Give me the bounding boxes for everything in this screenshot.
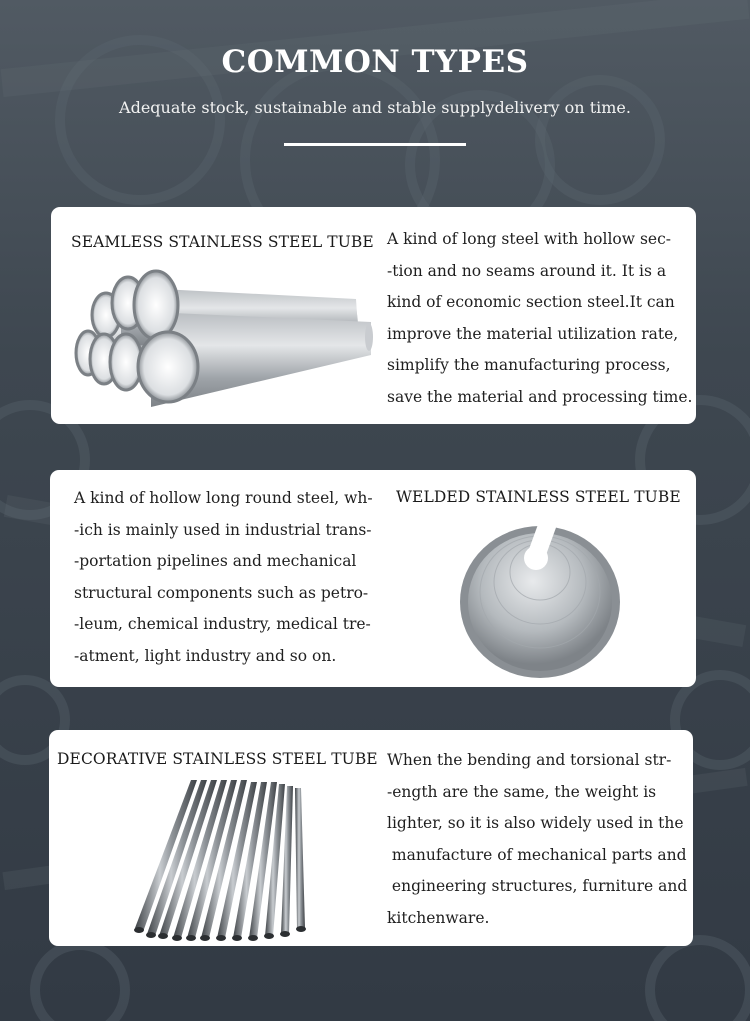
description-line: -portation pipelines and mechanical [74,552,357,571]
decorative-tube-card [49,730,693,946]
description-line: simplify the manufacturing process, [387,356,671,375]
description-line: kind of economic section steel.It can [387,293,675,312]
decorative-tubes-image [131,776,311,942]
welded-tube-card [50,470,696,687]
card-description [387,745,687,935]
card-title: DECORATIVE STAINLESS STEEL TUBE [57,750,378,768]
description-line: -ength are the same, the weight is [387,782,657,801]
description-line: improve the material utilization rate, [387,324,679,343]
description-line: A kind of hollow long round steel, wh- [74,489,373,507]
description-line: engineering structures, furniture and [387,877,688,896]
title-divider [284,143,466,146]
seamless-tube-card [51,207,696,424]
card-title: WELDED STAINLESS STEEL TUBE [396,488,681,506]
page-title: COMMON TYPES [221,44,529,80]
description-line: kitchenware. [387,908,490,927]
page-subtitle: Adequate stock, sustainable and stable supplydelivery on time. [119,98,631,117]
description-line: When the bending and torsional str- [387,751,672,769]
description-line: save the material and processing time. [387,387,693,406]
card-description [387,224,692,414]
card-title: SEAMLESS STAINLESS STEEL TUBE [71,233,374,251]
welded-tube-end-image [458,522,622,678]
description-line: A kind of long steel with hollow sec- [387,230,671,248]
card-description [74,483,373,673]
seamless-tubes-image [66,267,376,407]
description-line: -leum, chemical industry, medical tre- [74,615,371,634]
description-line: manufacture of mechanical parts and [387,845,687,864]
description-line: structural components such as petro- [74,583,369,602]
description-line: -tion and no seams around it. It is a [387,261,667,280]
description-line: -atment, light industry and so on. [74,646,337,665]
description-line: lighter, so it is also widely used in the [387,814,684,833]
description-line: -ich is mainly used in industrial trans- [74,520,372,539]
